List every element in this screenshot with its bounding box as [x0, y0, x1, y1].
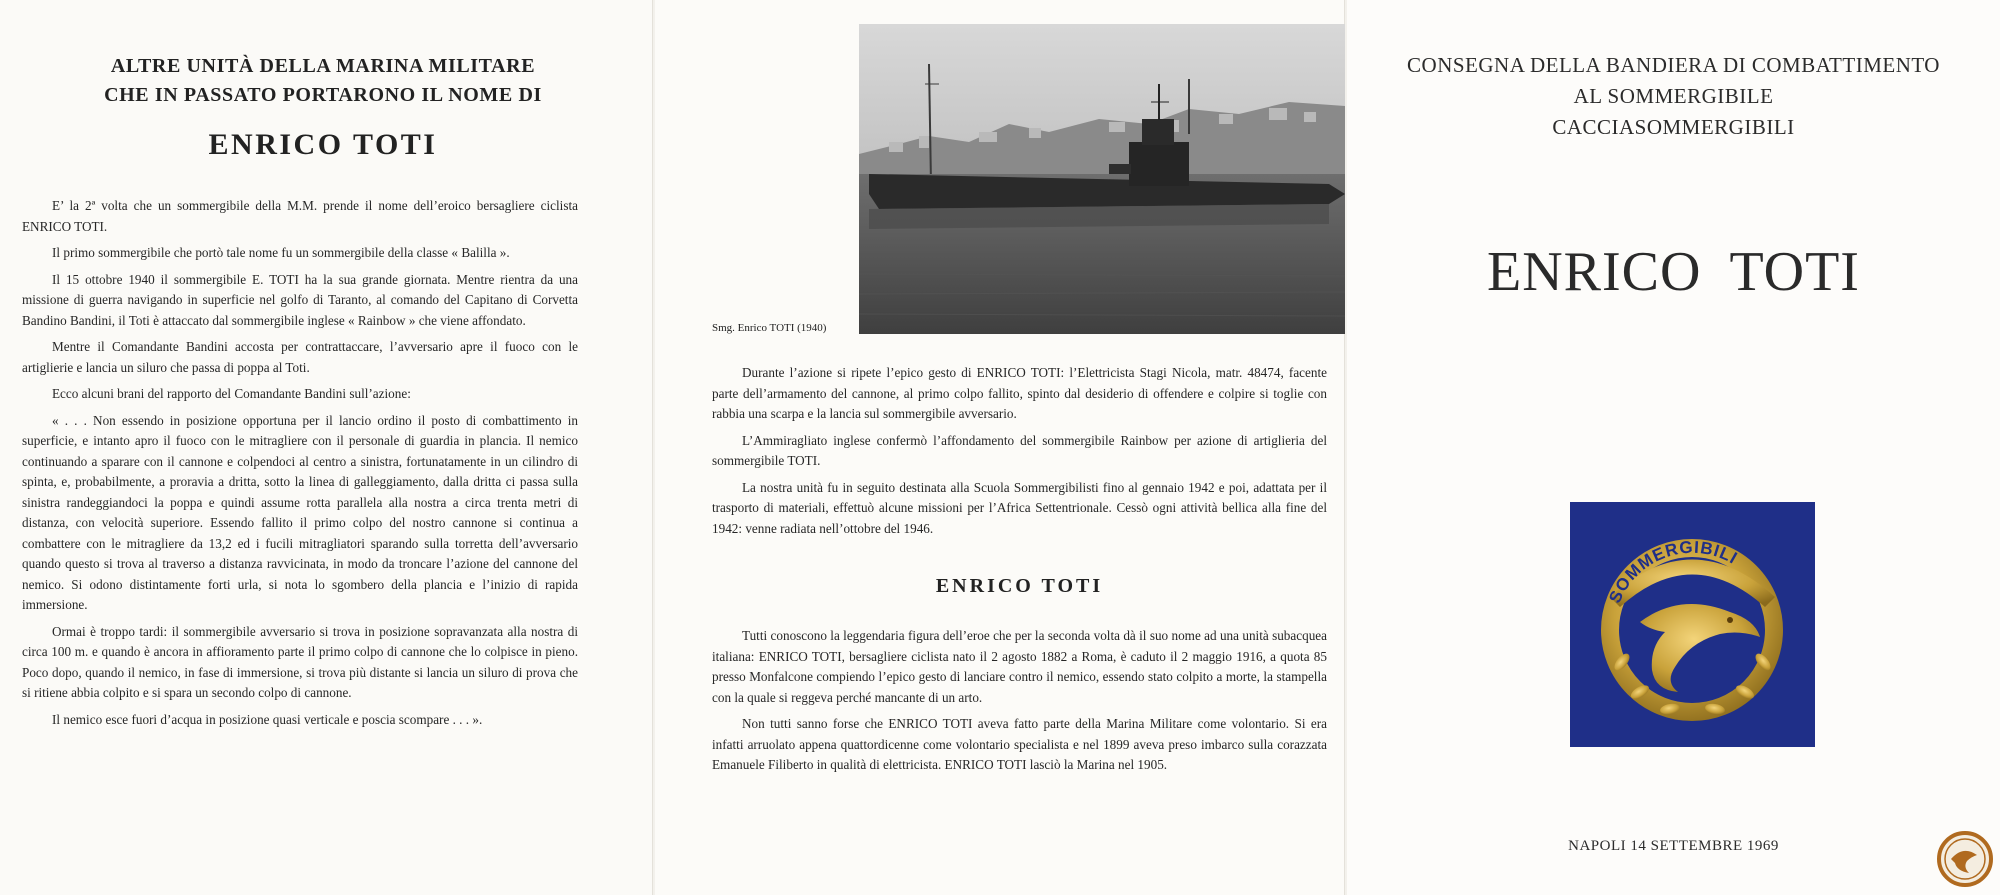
- middle-paragraph: Tutti conoscono la leggendaria figura dell’eroe che per la seconda volta dà il suo nome ad una unità subacquea italiana: ENRICO TOTI, bersagliere ciclista nato il 2 agosto 1882 a Roma, è caduto il 2 maggio 1916, a quota 85 presso Monfalcone compiendo l’epico gesto di lanciare contro il nemico, essendo stato colpito a morte, la stampella con la quale si reggeva perché mancante di un arto.: [712, 628, 1327, 705]
- middle-paragraph: Durante l’azione si ripete l’epico gesto di ENRICO TOTI: l’Elettricista Stagi Nicola, matr. 48474, facente parte dell’armamento del cannone, al primo colpo fallito, spinto dal desiderio di offendere e colpire si toglie con rabbia una scarpa e la lancia sul sommergibile avversario.: [712, 365, 1327, 421]
- left-paragraph: E’ la 2ª volta che un sommergibile della M.M. prende il nome dell’eroico bersagliere ciclista ENRICO TOTI.: [22, 198, 578, 234]
- section-title: ENRICO TOTI: [935, 575, 1104, 597]
- left-panel: [0, 0, 653, 895]
- submarine-photo-illustration: [859, 24, 1345, 334]
- heading-line-1: ALTRE UNITÀ DELLA MARINA MILITARE: [110, 55, 536, 77]
- middle-text-block: [712, 363, 1327, 782]
- consegna-heading: [1347, 50, 2000, 143]
- heading-name: ENRICO TOTI: [208, 128, 438, 161]
- ship-name: ENRICO TOTI: [1487, 241, 1860, 303]
- heading-line-2: CHE IN PASSATO PORTARONO IL NOME DI: [104, 84, 542, 106]
- middle-paragraph: La nostra unità fu in seguito destinata alla Scuola Sommergibilisti fino al gennaio 1942 e poi, adattata per il trasporto di materiali, effettuò alcune missioni per l’Africa Settentrionale. Cessò ogni attività bellica alla fine del 1942: venne radiata nell’ottobre del 1946.: [712, 479, 1327, 536]
- consegna-line-2: AL SOMMERGIBILE: [1573, 84, 1774, 108]
- middle-paragraph: L’Ammiragliato inglese confermò l’affondamento del sommergibile Rainbow per azione di artiglieria del sommergibile TOTI.: [712, 432, 1327, 468]
- left-paragraph: « . . . Non essendo in posizione opportuna per il lancio ordino il posto di combattimento in superficie, e intanto apro il fuoco con le mitragliere con il personale di guardia in plancia. Il nemico continuando a sparare con il cannone e colpendoci al centro a sinistra, fortunatamente in un cilindro di spinta, e, probabilmente, a proravia a dritta, sotto la linea di galleggiamento, dalla dritta ci passa sulla sinistra randeggiandoci la poppa e quindi assume rotta parallela alla nostra a circa trenta metri di distanza, con velocità superiore. Essendo fallito il primo colpo del nostro cannone si continua a combattere con le mitragliere da 13,2 ed i fucili mitragliatori sparando sulla torretta dell’avversario quando questo si trova al traverso a distanza ravvicinata, in modo da troncare l’azione del cannone del nemico. Si odono distintamente forti urla, si nota lo sgombero della plancia e l’inizio di rapida immersione.: [22, 412, 578, 612]
- left-paragraph: Ecco alcuni brani del rapporto del Comandante Bandini sull’azione:: [52, 386, 411, 401]
- left-paragraph: Il primo sommergibile che portò tale nome fu un sommergibile della classe « Balilla ».: [52, 245, 510, 260]
- left-paragraph: Ormai è troppo tardi: il sommergibile avversario si trova in posizione sopravanzata alla nostra di circa 100 m. e quando è ancora in affioramento parte il primo colpo di cannone che lo colpisce in pieno. Poco dopo, quando il nemico, in fase di immersione, si trova più distante si lancia un siluro di prova che si ritiene abbia colpito e si spara un secondo colpo di cannone.: [22, 623, 578, 700]
- left-paragraph: Mentre il Comandante Bandini accosta per contrattaccare, l’avversario apre il fuoco con le artiglierie e lancia un siluro che passa di poppa al Toti.: [22, 339, 578, 375]
- left-paragraph: Il nemico esce fuori d’acqua in posizione quasi verticale e poscia scompare . . . ».: [52, 711, 483, 727]
- dolphin-badge-icon: [1937, 831, 1993, 887]
- sommergibili-emblem: [1570, 502, 1815, 747]
- middle-paragraph: Non tutti sanno forse che ENRICO TOTI aveva fatto parte della Marina Militare come volontario. Si era infatti arruolato appena quattordicenne come volontario specialista e nel 1899 aveva preso imbarco sulla corazzata Emanuele Filiberto in qualità di elettricista. ENRICO TOTI lasciò la Marina nel 1905.: [712, 716, 1327, 772]
- dolphin-wreath-icon: [1570, 502, 1815, 747]
- consegna-line-1: CONSEGNA DELLA BANDIERA DI COMBATTIMENTO: [1407, 53, 1940, 77]
- emblem-text: SOMMERGIBILI: [1605, 537, 1742, 606]
- corner-logo: [1937, 831, 1993, 887]
- consegna-line-3: CACCIASOMMERGIBILI: [1552, 115, 1795, 139]
- photo-caption: Smg. Enrico TOTI (1940): [712, 322, 827, 334]
- right-panel: [1347, 0, 2000, 895]
- left-paragraph: Il 15 ottobre 1940 il sommergibile E. TOTI ha la sua grande giornata. Mentre rientra da una missione di guerra navigando in superficie nel golfo di Taranto, al comando del Capitano di Corvetta Bandino Bandini, il Toti è attaccato dal sommergibile inglese « Rainbow » che viene affondato.: [22, 271, 578, 328]
- middle-panel: [655, 0, 1345, 895]
- footer-date: NAPOLI 14 SETTEMBRE 1969: [1568, 838, 1779, 854]
- submarine-photo: [859, 24, 1345, 334]
